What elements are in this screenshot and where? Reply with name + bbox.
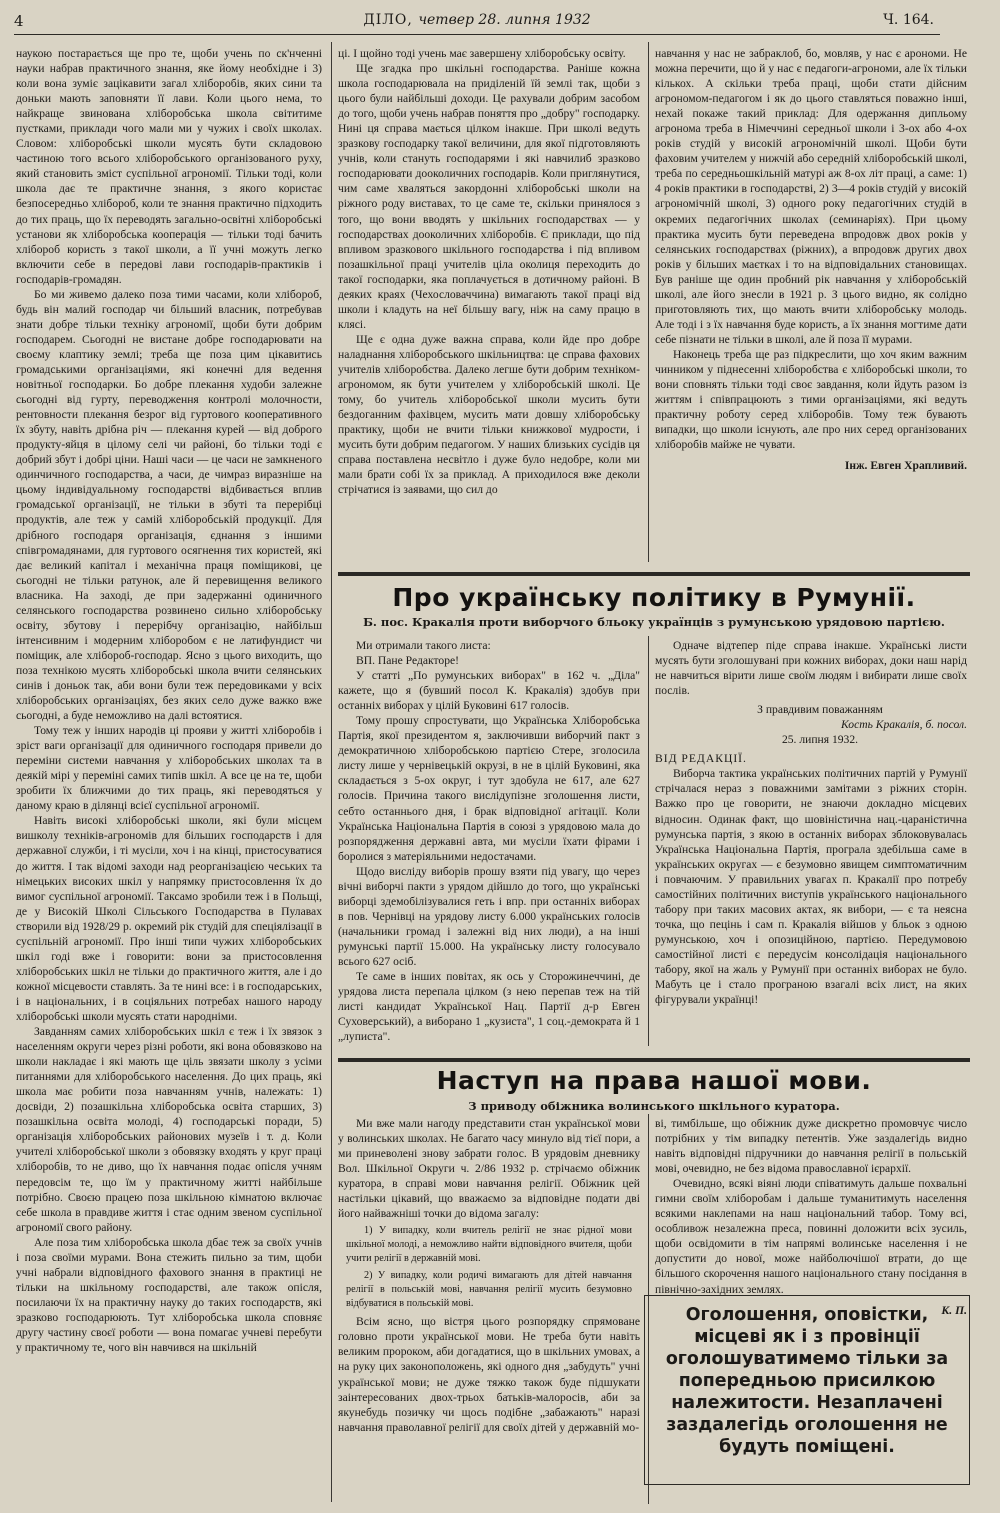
- article3-paragraph: ві, тимбільше, що обіжник дуже дискретно промовчує число потрібних у тім випадку петентів. Уже заздалегідь видно навіть відповідні підручники до навчання релігії в польській мові, очевидно, не без відома православної ієрархії.: [655, 1117, 967, 1176]
- masthead-line: [14, 12, 940, 28]
- article1-paragraph: Бо ми живемо далеко поза тими часами, коли хлібороб, будь він малий господар чи більший власник, потребував знати добре тільки техніку агрономії, щоби бути добрим господарем. Сьогодні не вистане добре господарювати на своєму клаптику землі; треба ще поза цим цікавитись громадськими організаціями, які конечні для ведення новітньої господарки. Бо добре плекання худоби залежне сьогодні від гурту, переводження контролі молочности, рентовности плекання безрог від гуртового кооперативного їх збуту, навіть дрібна річ — плекання курей — від доброго продукту-яйця в цілому селі чи районі, бо тільки тоді є добрий збут і добрі ціни. Наші часи — це часи не замкненого одинчичного господарства, а часи, де чимраз виразніше на цьому індивідуальному господарстві відбивається вплив громадської організації, не тільки в збуті та перерібці продуктів, але теж у самій хліборобській продукції. Для дрібного господаря організація, єднання з іншими співгромадянами, для гуртового осягнення тих користей, які дає великий капітал і механічна праця поміщикові, це сьогодні не тільки ратунок, але й перевищення великого власника. На заході, де при задержанні одиничного селянського господарства розвинено сильно хліборобську освіту, збутову і перерібчу організацію, найбільш інтенсивним і модерним хліборобом є не латифундист чи поміщик, але хлібороб-господар. Ясно з цього виходить, що поза технікою мусять хліборобські школа вчити селянських синів і доньок так, аби вони були теж передовиками у всіх хліборобських організаціях, без яких село дуже важко вже сьогодні, а буде неможливо на далі встоятися.: [16, 287, 322, 723]
- letter-paragraph: Одначе відтепер піде справа інакше. Українські листи мусять бути зголошувані при кожних виборах, доки наш нарід не навчиться вірити лише своїм людям і вибирати лише своїх послів.: [655, 639, 967, 698]
- article3-headline: Наступ на права нашої мови.: [436, 1066, 872, 1095]
- editorial-label: ВІД РЕДАКЦІЇ.: [655, 752, 747, 766]
- article1-column-2: [338, 46, 640, 558]
- editorial-paragraph: Виборча тактика українських політичних партій у Румунії стрічалася нераз з поважними замітами з ріжних сторін. Важко про це говорити, не знаючи докладно місцевих відносин. Одинак факт, що шовіністична нац.-цараністична румунська партія, з якою в останніх виборах зблоковувалась Українська Національна Партія, програла здебільша саме в українських округах — є безумовно явищем симптоматичним і повчаючим. У правильних увагах п. Кракалії про потребу самостійних політичних виступів українського національного табору при таких масових актах, як вибори, — є та неясна точка, що пецінь і сам п. Кракалія війшов у бльок з одною румунською, хоч і опозиційною, партією. Передумовою самостійної листі є передусім консолідація національного табору, якої на жаль у Румунії при останніх виборах не було. Мабуть це і стало програною взагалі всіх лист, на яких фігурували українці!: [655, 767, 967, 1007]
- article3-signature: К. П.: [941, 1303, 967, 1317]
- article2-column-rule: [648, 636, 649, 1046]
- article1-paragraph: Ще є одна дуже важна справа, коли йде про добре наладнання хліборобського шкільництва: це справа фахових учителів хліборобства. Далеко легше бути добрим техніком-агрономом, як бути учителем у хліборобській школі. Це тому, бо учитель хліборобської школи мусить бути бездоганним фахівцем, мусить мати довшу хліборобську практику, щоби не вчити тільки книжкової мудрости, і мусить бути добрим педагогом. У наших близьких сусідів ця справа поставлена несвітло і дуже було недобре, коли ми мали брати собі їх за приклад. А приходилося вже деколи стрічатися із заявами, що сил до: [338, 332, 640, 497]
- article1-paragraph: наукою постарається ще про те, щоби учень по ск'нченні науки набрав практичного знання, яке йому необхідне і 3) коли вона зуміє зацікавити загал хліборобів, яких сини та доньки мають заповняти її лави. Коли цього нема, то найкраще звинована хліборобська школа світитиме пустками, приклади чого мали ми у чужих і своїх школах. Словом: хліборобські школи мусять бути складовою частиною того всього хліборобського організованого руху, який становить зміст суспільної агрономії. Тільки тоді, коли школа дає те практичне знання, з якого користає безпосередньо хлібороб, коли те знання практично підходить до тих праць, що їх переводять загально-освітні хліборобські установи як хліборобська кооперація — тільки тоді бачить хлібороб користь з такої школи, а її учні можуть легко включити себе в передові лави господарів-практиків і господарів-громадян.: [16, 47, 322, 286]
- letter-salutation: ВП. Пане Редакторе!: [356, 654, 459, 668]
- article3-top-rule: [338, 1058, 970, 1062]
- column-rule-1: [331, 42, 332, 1502]
- advertising-notice: [644, 1295, 970, 1485]
- issue-date: четвер 28. липня 1932: [418, 12, 591, 28]
- article2-top-rule: [338, 572, 970, 576]
- advertising-notice-text: Оголошення, оповістки, місцеві як і з провінції оголошуватимемо тільки за попередньою присилкою належитости. Незаплачені заздалегідь оголошення не будуть поміщені.: [665, 1305, 949, 1457]
- masthead: ДІЛО,: [363, 12, 413, 28]
- letter-paragraph: У статті „По румунських виборах" в 162 ч. „Діла" кажете, що я (бувший посол К. Кракалія) здобув при останніх виборах у цілій Буковині 617 голосів.: [338, 669, 640, 713]
- article1-paragraph: Навіть високі хліборобські школи, які були місцем вишколу техніків-агрономів для більших господарств і для державної служби, і ті мусіли, хоч і на кінці, пристосуватися до життя. І так відомі заходи над реорганізацією чеських та німецьких високих шкіл у напрямку пристосовлення їх до вимог суспільної агрономії. Таксамо зробили теж і в Польщі, де у Високій Школі Сільського Господарства в Пулавах створили від 1928/29 р. окремий рік студій для спеціялізації в суспільній агрономії. Про інші типи чужих хліборобських шкіл годі вже і говорити: вони за пристосовлення хліборобських шкіл не тільки до практичного життя, але і до кожної місцевости ставлять. За те нині все: і в господарських, і в національних, і в соціяльних потребах нашого народу хліборобські школи мусять стати народніми.: [16, 814, 322, 1023]
- letter-closing: З правдивим поважанням: [757, 703, 883, 717]
- article2-subheadline: Б. пос. Кракалія проти виборчого бльоку українців з румунською урядовою партією.: [363, 615, 945, 629]
- article3-subheadline: З приводу обіжника волинського шкільного куратора.: [468, 1099, 840, 1113]
- article1-column-3: [655, 46, 967, 566]
- article3-column-2: [655, 1116, 967, 1317]
- page-header: [14, 10, 940, 35]
- circular-point-2: 2) У випадку, коли родичі вимагають для дітей навчання релігії в польській мові, навчання релігії мусить безумовно відбуватися в польській мові.: [346, 1270, 632, 1310]
- article2-column-2: [655, 638, 967, 1048]
- page-number: 4: [14, 12, 24, 30]
- column-rule-2: [648, 42, 649, 562]
- letter-date: 25. липня 1932.: [781, 733, 859, 747]
- article1-paragraph: ці. І щойно тоді учень має завершену хліборобську освіту.: [338, 47, 626, 60]
- article1-paragraph: Завданням самих хліборобських шкіл є теж і їх звязок з населенням округи через різні роботи, які вона обовязково на школи накладає і які мають ще ціль звязати школу з усіми питаннями для хліборобського населення. До цих праць, які школа має робити поза навчанням учнів, належать: 1) досвіди, 2) позашкільна хліборобська освіта старших, 3) позашкільна освіта молоді, 4) господарські поради, 5) організація хліборобських районових музеїв і т. д. Коли учителі хліборобської школи з обовязку входять у круг праці хліборобів, то не диво, що їх навчання подає опісля учням передовсім те, що їм у практичному житті найбільше потрібно. Своєю працею поза шкільною кімнатою включає себе школа в правдиве життя і стає одним звеном суспільної агрономії свого району.: [16, 1025, 322, 1234]
- circular-point-1: 1) У випадку, коли вчитель релігії не знає рідної мови шкільної молоді, а неможливо найти відповідного вчителя, щоби учити релігії в державній мові.: [346, 1225, 632, 1265]
- article2-column-1: [338, 638, 640, 1048]
- article3-paragraph: Ми вже мали нагоду представити стан української мови у волинських школах. Не багато часу минуло від тієї пори, а ми приневолені знову забрати голос. В урядовім дневнику Вол. Шкільної Округи ч. 2/86 1932 р. стрічаємо обіжник куратора, в справі мови навчання релігії. Обіжник цей настільки цікавий, що вважаємо за відповідне подати дві його найважніші точки до відома загалу:: [338, 1117, 640, 1221]
- letter-signature: Кость Кракалія, б. посол.: [841, 718, 967, 732]
- letter-paragraph: Щодо висліду виборів прошу взяти під увагу, що через вічні виборчі пакти з урядом дійшло до того, що українські виборці здемобілізувалися геть і впр. при останніх виборах в пов. Чернівці на урядову листу 6.000 українських голосів (начальники громад і залежні від них люди), а на інші румунські партії 15.000. На українську листу голосувало всього 627 осіб.: [338, 864, 640, 968]
- article1-signature: Інж. Евген Храпливий.: [844, 459, 967, 473]
- letter-paragraph: Те саме в інших повітах, як ось у Сторожинеччині, де урядова листа перепала цілком (з нею перепав теж на тій листі кандидат Української Нац. Партії д-р Евген Суховерський), а виборано 1 „кузиста", 1 соц.-демократа й 1 „луписта".: [338, 970, 640, 1044]
- article1-column-1: [16, 46, 322, 1501]
- article1-paragraph: навчання у нас не забраклоб, бо, мовляв, у нас є арономи. Не можна перечити, що й у нас є педагоги-агрономи, але їх тільки кількох. А скільки треба праці, щоби стати дійсним агрономом-педагогом і як до цього ставляться поважно інші, нехай покаже такий приклад: Для одержання дипльому агронома треба в Німеччині середньої школи і 3-ох або 4-ох років студій у високій агрономічній школі. Щоби бути фаховим учителем у нижчій або середній хліборобській школі, треба по середньошкільній матурі аж 8-ох літ праці, а саме: 1) 4 років практики в господарстві, 2) 3—4 років студій у високій агрономічній школі, 3) одного року педагогічних студій в окремих педагогічних школах (семинаріях). При цьому практика мусить бути переведена впродовж двох років у селянських господарствах (ріжних), а впродовж других двох років у більших маєтках і то на відповідальних становищах. Був раніше ще один пробний рік навчання у хліборобській школі, але його знесли в 1921 р. З цього видно, як солідно приготовляють тих, що мають вчити хліборобську молодь. Але тоді і з їх навчання буде користь, а їх знання могтиме дати себе пізнати не тільки в школі, але й поза її мурами.: [655, 47, 967, 346]
- letter-paragraph: Тому прошу спростувати, що Українська Хліборобська Партія, якої президентом я, заключивши виборчий пакт з демократичною хліборобською партією Стере, зголосила листу лише у чернівецькій окрузі, в не в цілій Буковині, яка складається з 5-ох округ, і тут здобула не 617, але 627 голосів. Причина такого вислідупізне зголошення листи, себто останнього дня, і брак відповідної агітації. Коли Українська Національна Партія в союзі з урядовою мала до розпорядження державні авта, ми мусіли їхати фірами і боролися з матеріяльними недостачами.: [338, 714, 640, 863]
- letter-intro: Ми отримали такого листа:: [356, 639, 491, 652]
- article2-headline: Про українську політику в Румунії.: [392, 583, 916, 612]
- article1-paragraph: Але поза тим хліборобська школа дбає теж за своїх учнів і поза своїми мурами. Вона стежить пильно за тим, щоби учні набрали відповідного фахового знання в практиці не тільки на шкільному господарстві, але також опісля, посилаючи їх на практичну науку до таких господарств, які зразково господарюють. Тут хліборобська школа сповняє другу частину своєї роботи — вона помагає учневі перебути у практичному те, чого він навчився на шкільній: [16, 1235, 322, 1355]
- issue-number: Ч. 164.: [883, 12, 934, 28]
- article3-paragraph: Всім ясно, що вістря цього розпорядку спрямоване головно проти української мови. Не треба бути навіть великим пророком, аби догадатися, що в шкільних умовах, а на руку цих законоположень, які одного дня „забудуть" учні української мови; не дуже тяжко також буде підшукати заінтересованих двох-трьох батьків-малоросів, аби за якунебудь позичку чи щось подібне „забажають" наразі навчання праволавної релігії для своїх дітей у державній мо-: [338, 1315, 640, 1434]
- article1-paragraph: Наконець треба ще раз підкреслити, що хоч яким важним чинником у піднесенні хліборобства є хліборобські школи, то вони сповнять тільки тоді своє завдання, коли йдуть разом із життям і співпрацюють з тими організаціями, які ведуть практичну роботу серед хліборобів. Тому теж бувають випадки, що школи існують, але про них серед організованих хліборобів майже не чувати.: [655, 347, 967, 452]
- article3-paragraph: Очевидно, всякі віяні люди співатимуть дальше похвальні гимни своїм хліборобам і дальше туманитимуть населення всякими наклепами на наш національний табор. Тому всі, особливож незалежна преса, повинні доложити всіх зусиль, щоби освідомити в тім напрямі волинське населення і не допустити до нової, може найболючішої втрати, до ще більшого скорочення нашого національного стану посідання в північно-західних землях.: [655, 1177, 967, 1296]
- article1-paragraph: Тому теж у інших народів ці прояви у житті хліборобів і зріст ваги організації для одиничного господаря привели до переміни системи навчання у хліборобських школах та в деякій мірі у переміні самих типів шкіл. А все це на те, щоби зробити їх ближчими до тих праць, які переводяться у даному краю в ділянці всієї суспільної агрономії.: [16, 724, 322, 813]
- article3-column-1: [338, 1116, 640, 1504]
- article1-paragraph: Ще згадка про шкільні господарства. Раніше кожна школа господарювала на приділеній їй землі так, щоби з цього були найбільші доходи. Це рахували добрим засобом до того, щоби учень набрав поняття про „добру" господарку. Нині ця справа мається цілком інакше. При школі ведуть зразкову господарку такої величини, для якої підготовляють учнів, коли стануть господарями і які навчилиб зразково господарювати дооколичних господарів. Коли приглянутися, чим саме хваляться закордонні хліборобські школи на ріжного роду виставах, то це саме те, скільки принялося з того, що вони вводять у шкільних господарствах — у господарствах дооколичних хліборобів. Є приклади, що під впливом зразкового шкільного господарства і під впливом позашкільної праці учителів ціла околиця переходить до такої господарки, яка поплачується в дотичному районі. В деяких краях (Чехословаччина) вимагають такої праці від школи і кладуть на неї більшу вагу, ніж на саму працю в клясі.: [338, 62, 640, 331]
